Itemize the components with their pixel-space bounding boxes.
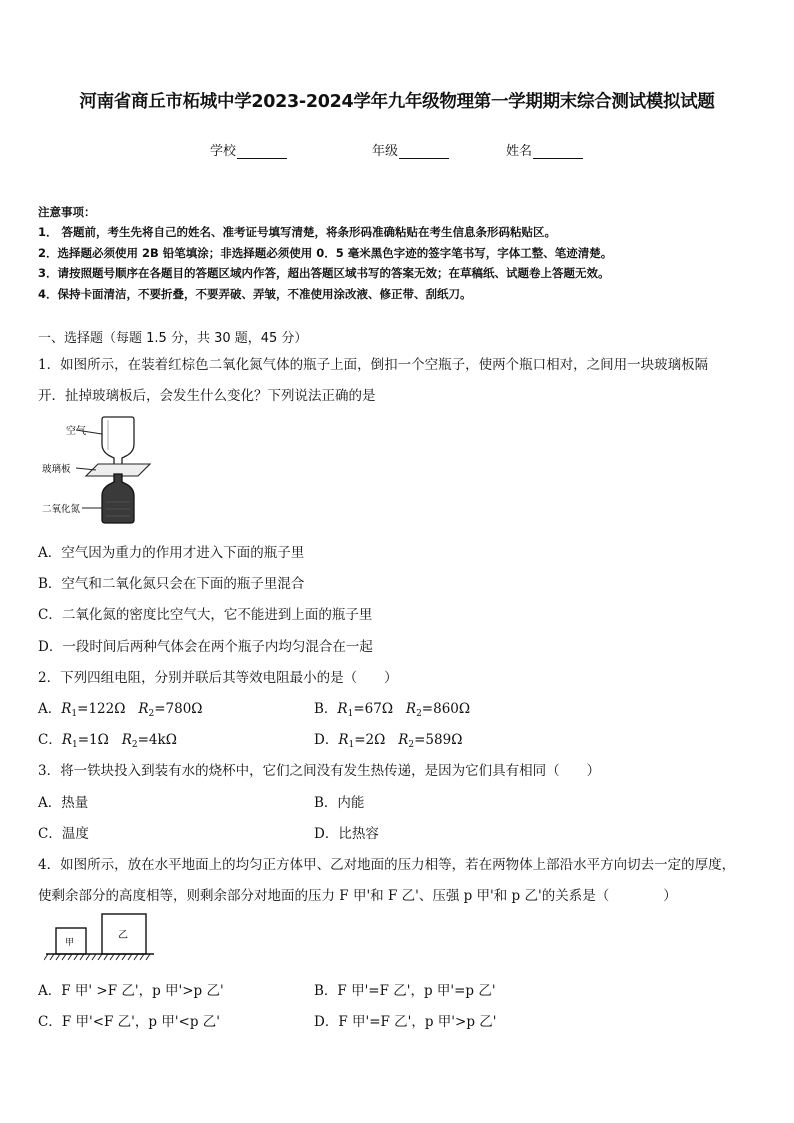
question-3-option-c: C．温度 — [38, 826, 89, 842]
cube-yi-label: 乙 — [118, 930, 128, 941]
question-1-option-b: B．空气和二氧化氮只会在下面的瓶子里混合 — [38, 576, 305, 592]
figure-label-air: 空气 — [66, 426, 86, 437]
question-2-stem: 2．下列四组电阻，分别并联后其等效电阻最小的是（ ） — [38, 670, 398, 686]
question-3-stem: 3．将一铁块投入到装有水的烧杯中，它们之间没有发生热传递，是因为它们具有相同（ ） — [38, 763, 601, 779]
question-1-stem-line2: 开．扯掉玻璃板后，会发生什么变化？下列说法正确的是 — [38, 388, 376, 404]
question-3-option-a: A．热量 — [38, 795, 89, 811]
diffusion-bottles-figure — [38, 412, 158, 528]
question-2-option-b: B．$R_1=67\Omega$ $R_2=860\Omega$ — [314, 701, 471, 719]
name-field — [506, 140, 583, 159]
note-item: 2．选择题必须使用 2B 铅笔填涂；非选择题必须使用 0．5 毫米黑色字迹的签字笔书写，字体工整、笔迹清楚。 — [38, 246, 613, 260]
question-4-option-a: A．F 甲' >F 乙'，p 甲'>p 乙' — [38, 983, 224, 999]
question-4-option-c: C．F 甲'<F 乙'，p 甲'<p 乙' — [38, 1014, 220, 1030]
question-2-option-a: A．$R_1=122\Omega$ $R_2=780\Omega$ — [38, 701, 203, 719]
cube-jia-label: 甲 — [65, 938, 75, 948]
note-item: 1． 答题前，考生先将自己的姓名、准考证号填写清楚，将条形码准确粘贴在考生信息条形码粘贴区。 — [38, 225, 556, 239]
question-3-option-d: D．比热容 — [314, 826, 379, 842]
figure-label-glass: 玻璃板 — [42, 464, 71, 475]
name-blank — [533, 145, 583, 159]
question-2-option-c: C．$R_1=1\Omega$ $R_2=4k\Omega$ — [38, 732, 177, 750]
question-1-option-a: A．空气因为重力的作用才进入下面的瓶子里 — [38, 545, 305, 561]
school-blank — [237, 145, 287, 159]
grade-field — [372, 140, 449, 159]
question-1-option-c: C．二氧化氮的密度比空气大，它不能进到上面的瓶子里 — [38, 607, 373, 623]
question-4-option-b: B．F 甲'=F 乙'，p 甲'=p 乙' — [314, 983, 496, 999]
question-2-option-d: D．$R_1=2\Omega$ $R_2=589\Omega$ — [314, 732, 463, 750]
question-4-stem-line2: 使剩余部分的高度相等，则剩余部分对地面的压力 F 甲'和 F 乙'、压强 p 甲'和 p 乙'的关系是（ ） — [38, 888, 677, 904]
question-4-option-d: D．F 甲'=F 乙'，p 甲'>p 乙' — [314, 1014, 497, 1030]
page-title: 河南省商丘市柘城中学2023-2024学年九年级物理第一学期期末综合测试模拟试题 — [79, 92, 715, 112]
grade-blank — [399, 145, 449, 159]
question-3-option-b: B．内能 — [314, 795, 365, 811]
notes-heading: 注意事项： — [38, 205, 96, 219]
grade-label: 年级 — [372, 144, 399, 159]
cubes-on-ground-figure — [44, 910, 156, 962]
question-4-stem-line1: 4．如图所示，放在水平地面上的均匀正方体甲、乙对地面的压力相等，若在两物体上部沿水平方向切去一定的厚度， — [38, 857, 736, 873]
question-1-stem-line1: 1．如图所示，在装着红棕色二氧化氮气体的瓶子上面，倒扣一个空瓶子，使两个瓶口相对，之间用一块玻璃板隔 — [38, 357, 709, 373]
school-field — [210, 140, 287, 159]
name-label: 姓名 — [506, 144, 533, 159]
school-label: 学校 — [210, 144, 237, 159]
section-heading: 一、选择题（每题 1.5 分，共 30 题，45 分） — [38, 331, 308, 346]
figure-label-no2: 二氧化氮 — [42, 504, 81, 515]
note-item: 3．请按照题号顺序在各题目的答题区域内作答，超出答题区域书写的答案无效；在草稿纸、试题卷上答题无效。 — [38, 266, 610, 280]
question-1-option-d: D．一段时间后两种气体会在两个瓶子内均匀混合在一起 — [38, 639, 373, 655]
note-item: 4．保持卡面清洁，不要折叠，不要弄破、弄皱，不准使用涂改液、修正带、刮纸刀。 — [38, 287, 472, 301]
